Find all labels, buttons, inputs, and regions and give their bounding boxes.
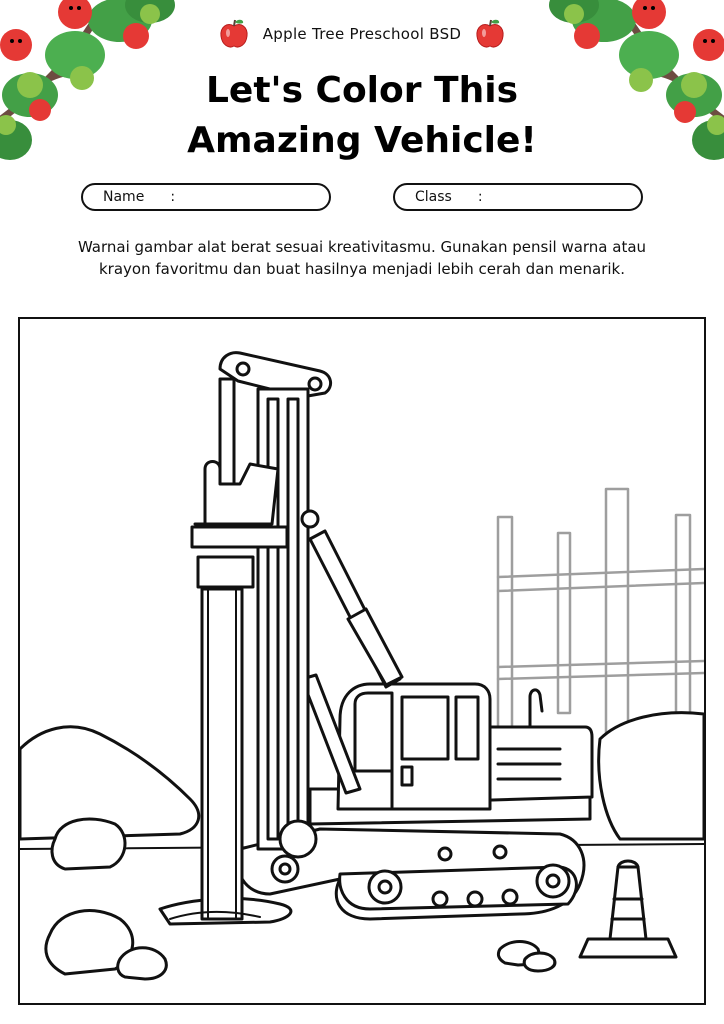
traffic-cone <box>580 861 676 957</box>
page-title <box>0 66 724 166</box>
apple-icon <box>475 18 505 50</box>
instructions <box>30 236 694 280</box>
school-header <box>0 18 724 50</box>
title-line-2: Amazing Vehicle! <box>187 120 537 161</box>
class-colon: : <box>477 189 483 205</box>
name-field[interactable] <box>81 183 331 211</box>
name-colon: : <box>170 189 176 205</box>
school-name: Apple Tree Preschool BSD <box>262 25 462 43</box>
apple-icon <box>219 18 249 50</box>
class-field[interactable] <box>393 183 643 211</box>
class-label: Class <box>415 189 452 205</box>
name-label: Name <box>103 189 145 205</box>
instructions-line-2: krayon favoritmu dan buat hasilnya menjadi lebih cerah dan menarik. <box>98 260 625 278</box>
coloring-frame <box>18 317 706 1005</box>
drilling-mast <box>192 353 331 919</box>
instructions-line-1: Warnai gambar alat berat sesuai kreativitasmu. Gunakan pensil warna atau <box>77 238 647 256</box>
pile-driver-illustration <box>20 319 704 1003</box>
title-line-1: Let's Color This <box>205 70 518 111</box>
